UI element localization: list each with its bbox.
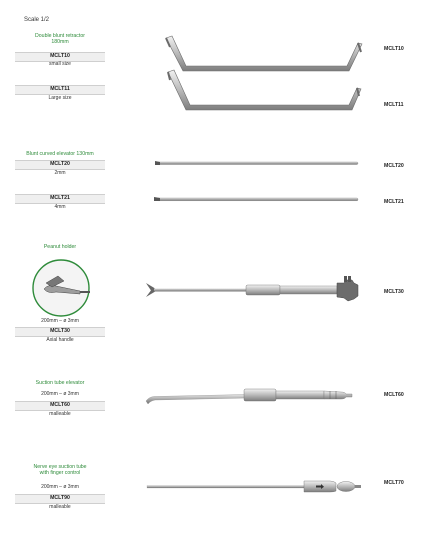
product-code: MCLT60: [15, 401, 105, 411]
section-title-line: Suction tube elevator: [35, 380, 85, 386]
instrument-code: MCLT21: [384, 199, 404, 205]
product-desc: 200mm – ø 3mm: [41, 484, 79, 490]
product-desc: 4mm: [54, 204, 66, 210]
section-title-line: Blunt curved elevator 130mm: [26, 151, 94, 157]
section-title-line: Peanut holder: [43, 244, 77, 250]
retractor-large-drawing: [168, 70, 361, 110]
product-code: MCLT10: [15, 52, 105, 62]
product-desc: 200mm – ø 3mm: [41, 318, 79, 324]
product-desc: malleable: [49, 504, 71, 510]
product-desc: Large size: [48, 95, 72, 101]
retractor-small-drawing: [166, 36, 362, 71]
peanut-holder-drawing: [146, 276, 358, 301]
instrument-code: MCLT60: [384, 392, 404, 398]
section-title-line: Nerve eye suction tube: [33, 464, 87, 470]
section-title-line: 180mm: [51, 39, 69, 46]
instrument-code: MCLT10: [384, 46, 404, 52]
product-code: MCLT20: [15, 160, 105, 170]
product-desc: Axial handle: [46, 337, 74, 343]
suction-elevator-drawing: [146, 389, 352, 404]
instrument-code: MCLT20: [384, 163, 404, 169]
product-code: MCLT21: [15, 194, 105, 204]
product-desc: malleable: [49, 411, 71, 417]
scale-label: Scale 1/2: [24, 17, 50, 23]
instrument-code: MCLT70: [384, 480, 404, 486]
product-desc: 200mm – ø 3mm: [41, 391, 79, 397]
elevator-2mm-drawing: [155, 161, 358, 165]
product-code: MCLT30: [15, 327, 105, 337]
product-code: MCLT90: [15, 494, 105, 504]
product-code: MCLT11: [15, 85, 105, 95]
instrument-code: MCLT11: [384, 102, 404, 108]
peanut-holder-detail: [33, 260, 90, 316]
product-desc: small size: [49, 61, 71, 67]
nerve-suction-drawing: [147, 481, 361, 492]
product-desc: 2mm: [54, 170, 66, 176]
instrument-code: MCLT30: [384, 289, 404, 295]
section-title-line: with finger control: [39, 470, 81, 477]
elevator-4mm-drawing: [154, 197, 358, 201]
section-title-line: Double blunt retractor: [35, 33, 85, 39]
